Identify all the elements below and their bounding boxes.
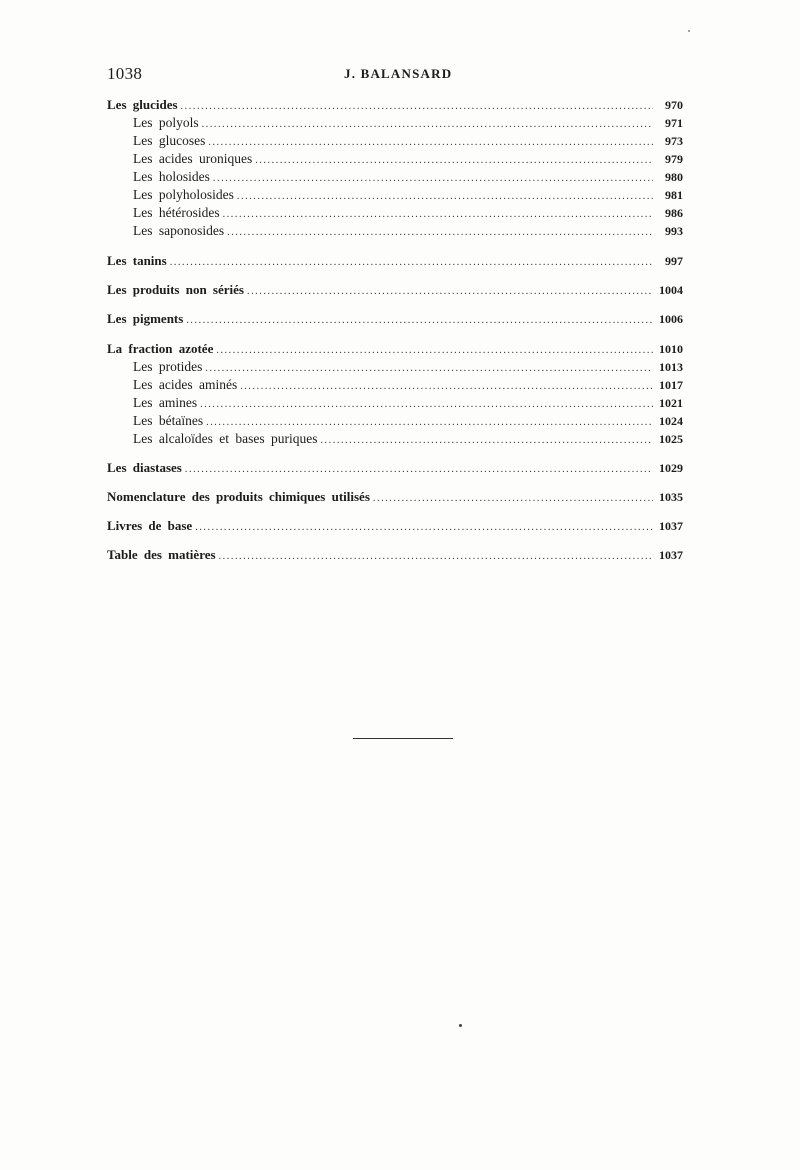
toc-entry-page: 1029 xyxy=(659,461,683,475)
dot-leader xyxy=(227,224,653,242)
dot-leader xyxy=(320,432,653,450)
toc-entry-page: 1013 xyxy=(659,360,683,374)
toc-entry-label: Les pigments xyxy=(107,311,184,326)
dot-leader xyxy=(170,254,653,272)
running-head: J. BALANSARD xyxy=(344,66,453,81)
toc-entry-les-polyols xyxy=(107,114,685,132)
toc-entry-les-produits-non-series xyxy=(107,281,685,299)
toc-entry-les-protides xyxy=(107,358,685,376)
toc-entry-page: 1010 xyxy=(659,342,683,356)
toc-entry-les-heterosides xyxy=(107,204,685,222)
toc-entry-les-pigments xyxy=(107,310,685,328)
toc-entry-les-polyholosides xyxy=(107,186,685,204)
toc-entry-les-glucides xyxy=(107,96,685,114)
dot-leader xyxy=(373,490,653,508)
toc-entry-page: 981 xyxy=(665,188,683,202)
toc-entry-label: Nomenclature des produits chimiques utilisés xyxy=(107,489,370,504)
toc-entry-la-fraction-azotee xyxy=(107,340,685,358)
print-speck xyxy=(459,1024,462,1027)
toc-entry-page: 1037 xyxy=(659,519,683,533)
toc-entry-livres-de-base xyxy=(107,517,685,535)
toc-entry-label: Livres de base xyxy=(107,518,193,533)
toc-entry-page: 1017 xyxy=(659,378,683,392)
toc-entry-page: 993 xyxy=(665,224,683,238)
dot-leader xyxy=(186,312,653,330)
toc-entry-page: 1006 xyxy=(659,312,683,326)
toc-entry-page: 1037 xyxy=(659,548,683,562)
dot-leader xyxy=(247,283,653,301)
toc-entry-label: Les hétérosides xyxy=(133,205,220,220)
toc-entry-les-alcaloides xyxy=(107,430,685,448)
toc-entry-les-amines xyxy=(107,394,685,412)
toc-entry-label: La fraction azotée xyxy=(107,341,214,356)
toc-entry-les-betaines xyxy=(107,412,685,430)
toc-entry-page: 980 xyxy=(665,170,683,184)
toc-entry-page: 1024 xyxy=(659,414,683,428)
toc-entry-les-acides-uroniques xyxy=(107,150,685,168)
toc-entry-label: Les acides aminés xyxy=(133,377,238,392)
toc-entry-label: Les bétaïnes xyxy=(133,413,204,428)
toc-entry-label: Les protides xyxy=(133,359,203,374)
toc-entry-label: Les tanins xyxy=(107,253,167,268)
toc-entry-page: 971 xyxy=(665,116,683,130)
toc-entry-les-acides-amines xyxy=(107,376,685,394)
toc-entry-page: 1021 xyxy=(659,396,683,410)
toc-entry-les-glucoses xyxy=(107,132,685,150)
toc-entry-page: 986 xyxy=(665,206,683,220)
toc-entry-label: Les amines xyxy=(133,395,198,410)
page-header xyxy=(107,64,687,88)
toc-entry-label: Les acides uroniques xyxy=(133,151,253,166)
dot-leader xyxy=(185,461,653,479)
toc-entry-les-diastases xyxy=(107,459,685,477)
toc-entry-page: 973 xyxy=(665,134,683,148)
toc-entry-page: 1004 xyxy=(659,283,683,297)
toc-entry-label: Les glucides xyxy=(107,97,178,112)
page-number: 1038 xyxy=(107,64,143,83)
toc-entry-les-saponosides xyxy=(107,222,685,240)
print-speck xyxy=(688,30,690,32)
dot-leader xyxy=(219,548,653,566)
toc-entry-label: Table des matières xyxy=(107,547,216,562)
toc-entry-page: 1035 xyxy=(659,490,683,504)
toc-entry-page: 970 xyxy=(665,98,683,112)
toc-entry-label: Les diastases xyxy=(107,460,182,475)
toc-entry-label: Les produits non sériés xyxy=(107,282,244,297)
toc-entry-label: Les saponosides xyxy=(133,223,225,238)
toc-entry-page: 1025 xyxy=(659,432,683,446)
toc-entry-label: Les holosides xyxy=(133,169,210,184)
toc-entry-table-des-matieres xyxy=(107,546,685,564)
toc-entry-page: 997 xyxy=(665,254,683,268)
toc-entry-label: Les polyols xyxy=(133,115,199,130)
toc-entry-page: 979 xyxy=(665,152,683,166)
toc-entry-nomenclature xyxy=(107,488,685,506)
toc-entry-label: Les polyholosides xyxy=(133,187,234,202)
dot-leader xyxy=(195,519,653,537)
toc-entry-label: Les glucoses xyxy=(133,133,206,148)
toc-entry-les-holosides xyxy=(107,168,685,186)
end-rule xyxy=(353,738,453,739)
toc-entry-label: Les alcaloïdes et bases puriques xyxy=(133,431,318,446)
toc-entry-les-tanins xyxy=(107,252,685,270)
